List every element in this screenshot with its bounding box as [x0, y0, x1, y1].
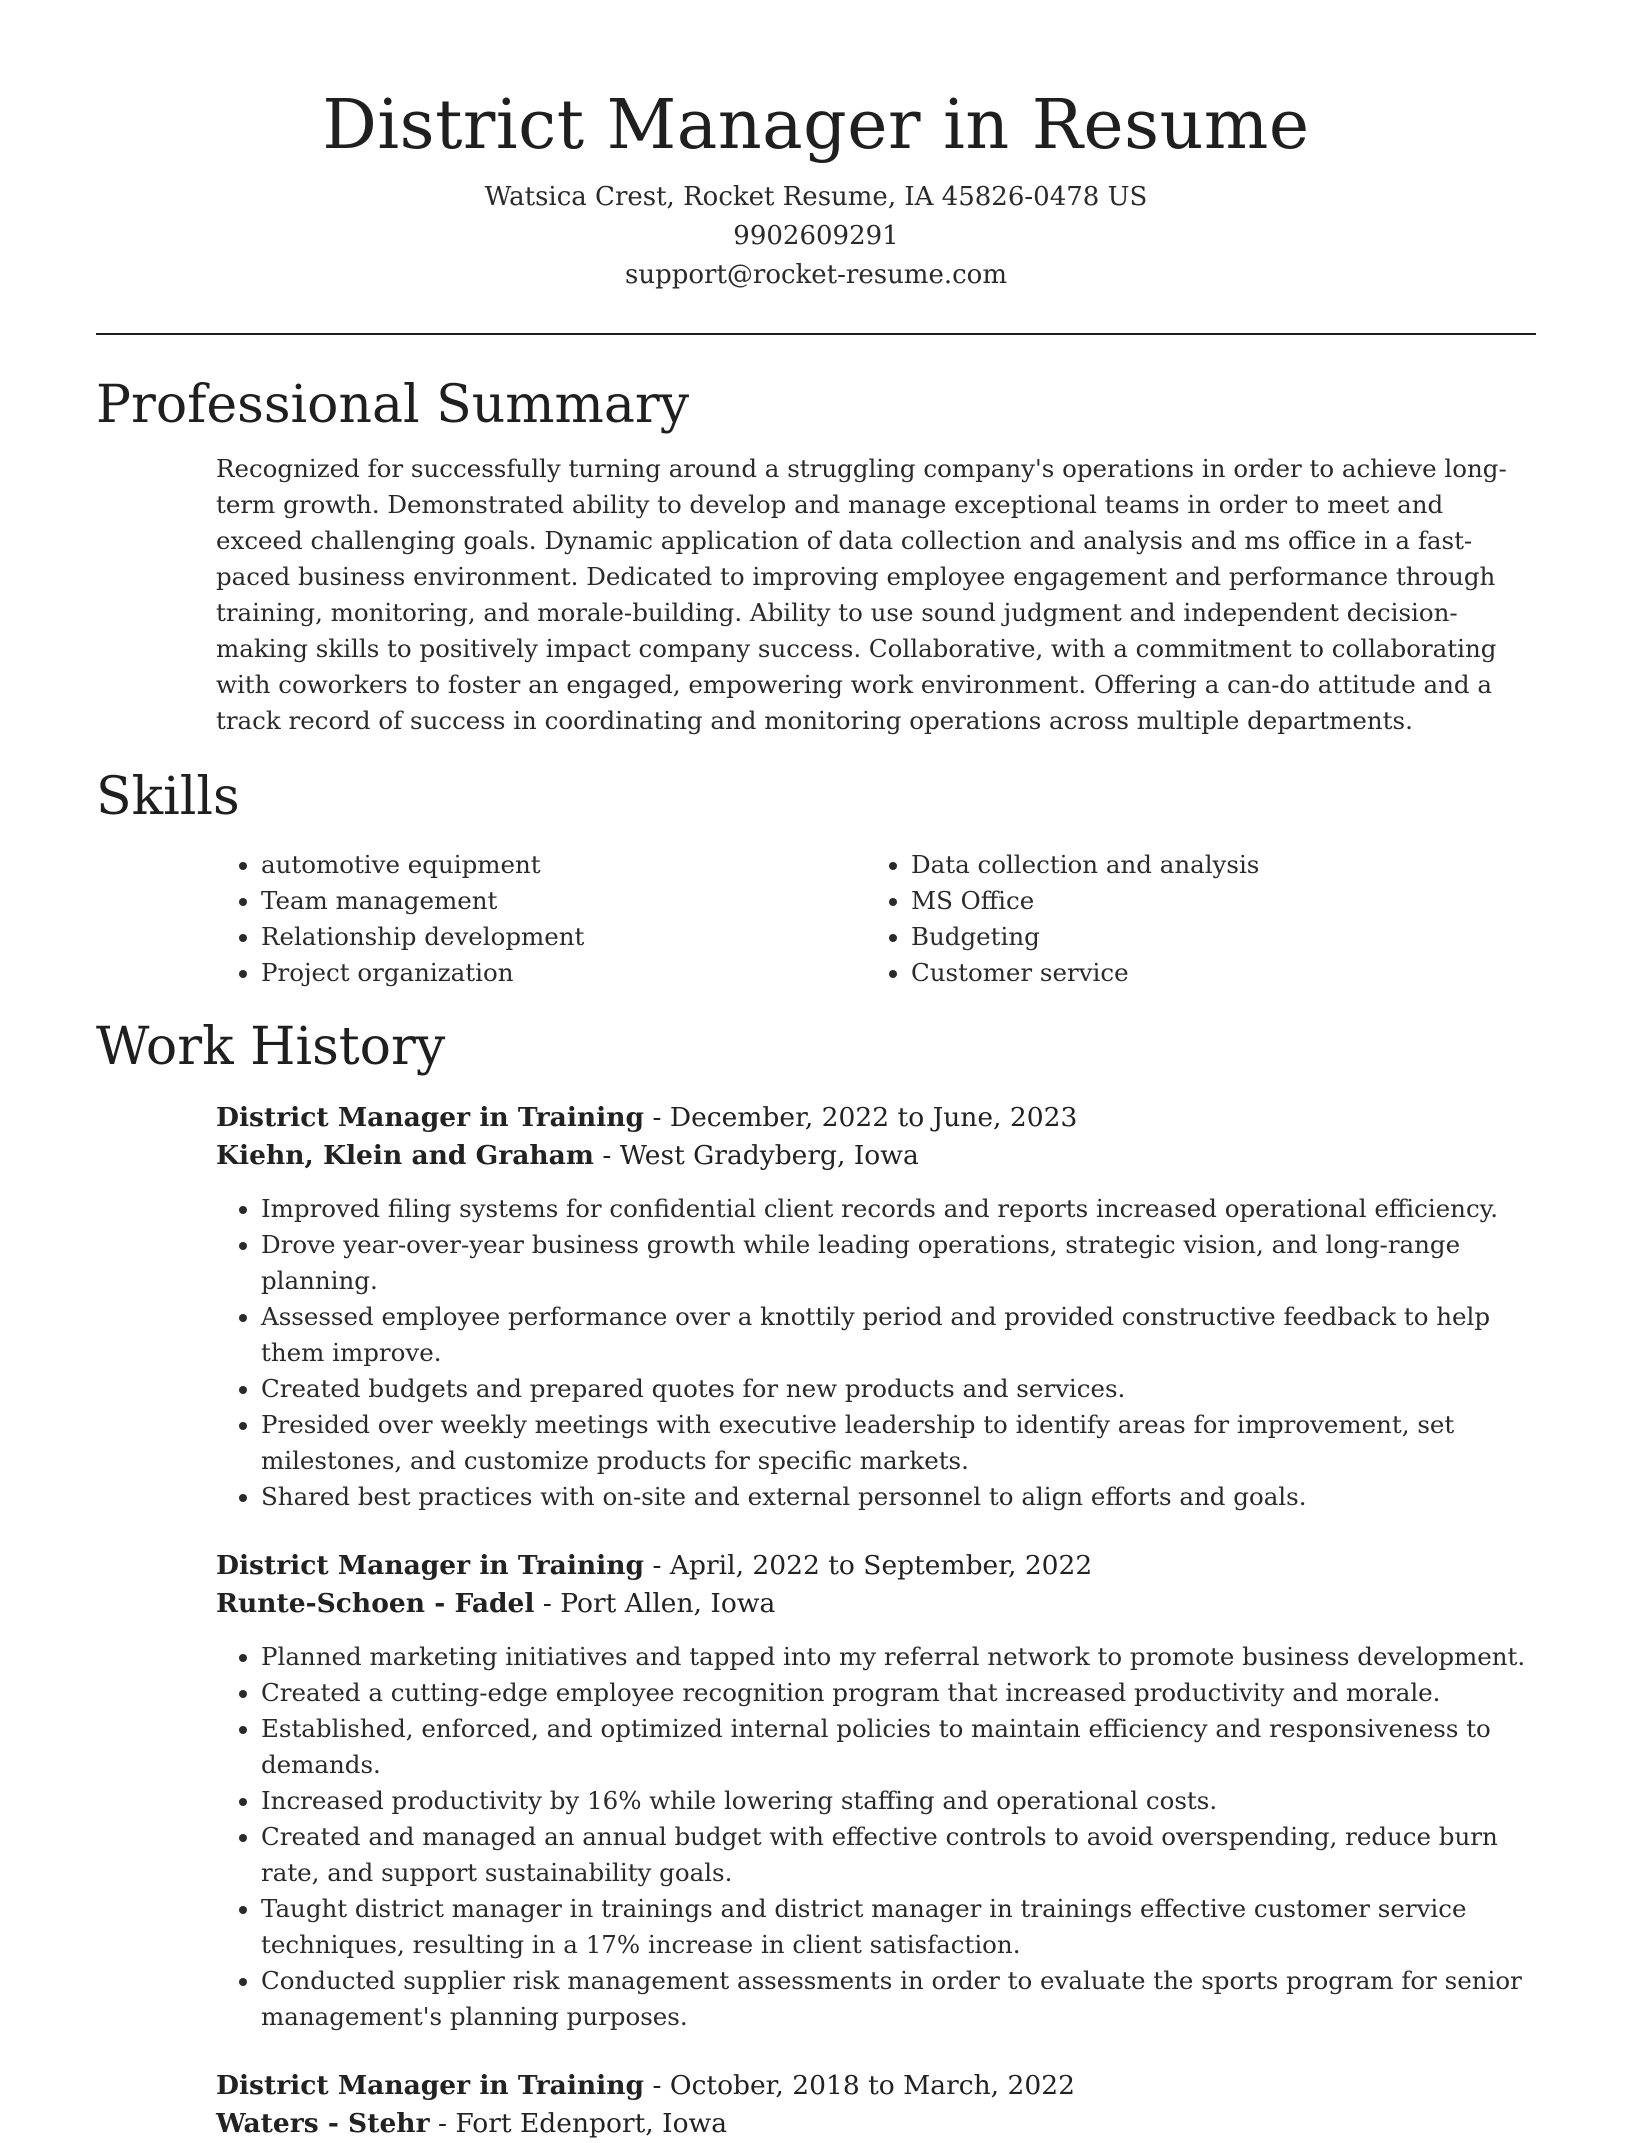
skills-columns [216, 847, 1536, 991]
skills-right-list [866, 847, 1516, 991]
job-company-line [216, 1137, 1536, 1175]
header-divider [96, 333, 1536, 335]
skill-item: • Budgeting [911, 919, 1516, 955]
job-entry [96, 1547, 1536, 2035]
job-bullets [216, 1191, 1536, 1515]
job-bullet: • Created budgets and prepared quotes for new products and services. [261, 1371, 1536, 1407]
resume-page [96, 0, 1536, 2143]
job-location: - Fort Edenport, Iowa [429, 2108, 728, 2139]
skill-item: • Project organization [261, 955, 866, 991]
job-title-line [216, 2067, 1536, 2105]
job-bullet: • Presided over weekly meetings with executive leadership to identify areas for improvement, set milestones, and customize products for specific markets. [261, 1407, 1536, 1479]
job-title-line [216, 1547, 1536, 1585]
job-dates: - April, 2022 to September, 2022 [644, 1550, 1093, 1581]
contact-info [96, 178, 1536, 295]
job-bullet: • Planned marketing initiatives and tapped into my referral network to promote business development. [261, 1639, 1536, 1675]
contact-address: Watsica Crest, Rocket Resume, IA 45826-0478 US [484, 182, 1148, 212]
job-bullet: • Created and managed an annual budget with effective controls to avoid overspending, reduce burn rate, and support sustainability goals. [261, 1819, 1536, 1891]
job-role: District Manager in Training [216, 2070, 645, 2101]
job-role: District Manager in Training [216, 1550, 645, 1581]
skill-item: • automotive equipment [261, 847, 866, 883]
skill-item: • Data collection and analysis [911, 847, 1516, 883]
work-history-heading: Work History [96, 1017, 446, 1077]
job-dates: - October, 2018 to March, 2022 [644, 2070, 1075, 2101]
job-company: Waters - Stehr [216, 2108, 430, 2139]
job-bullets [216, 1639, 1536, 2035]
job-bullet: • Increased productivity by 16% while lowering staffing and operational costs. [261, 1783, 1536, 1819]
job-company: Kiehn, Klein and Graham [216, 1140, 594, 1171]
contact-phone: 9902609291 [733, 221, 899, 251]
job-title-line [216, 1099, 1536, 1137]
skill-item: • MS Office [911, 883, 1516, 919]
job-dates: - December, 2022 to June, 2023 [644, 1102, 1078, 1133]
skill-item: • Relationship development [261, 919, 866, 955]
job-bullet: • Established, enforced, and optimized internal policies to maintain efficiency and responsiveness to demands. [261, 1711, 1536, 1783]
job-company: Runte-Schoen - Fadel [216, 1588, 535, 1619]
skills-heading: Skills [96, 767, 240, 827]
skill-item: • Customer service [911, 955, 1516, 991]
job-location: - Port Allen, Iowa [534, 1588, 776, 1619]
skill-item: • Team management [261, 883, 866, 919]
resume-header [96, 0, 1536, 295]
job-bullet: • Assessed employee performance over a knottily period and provided constructive feedback to help them improve. [261, 1299, 1536, 1371]
skills-left-list [216, 847, 866, 991]
job-company-line [216, 1585, 1536, 1623]
summary-heading: Professional Summary [96, 375, 690, 435]
skills-section [96, 765, 1536, 991]
job-bullet: • Shared best practices with on-site and external personnel to align efforts and goals. [261, 1479, 1536, 1515]
work-history-section [96, 1015, 1536, 2143]
job-location: - West Gradyberg, Iowa [593, 1140, 919, 1171]
job-bullet: • Taught district manager in trainings and district manager in trainings effective customer service techniques, resulting in a 17% increase in client satisfaction. [261, 1891, 1536, 1963]
job-entry [96, 2067, 1536, 2143]
job-bullet: • Drove year-over-year business growth while leading operations, strategic vision, and long-range planning. [261, 1227, 1536, 1299]
resume-name: District Manager in Resume [322, 86, 1310, 165]
summary-section [96, 373, 1536, 739]
job-role: District Manager in Training [216, 1102, 645, 1133]
job-entry [96, 1099, 1536, 1515]
job-bullet: • Improved filing systems for confidential client records and reports increased operational efficiency. [261, 1191, 1536, 1227]
job-bullet: • Conducted supplier risk management assessments in order to evaluate the sports program for senior management's planning purposes. [261, 1963, 1536, 2035]
job-bullet: • Created a cutting-edge employee recognition program that increased productivity and morale. [261, 1675, 1536, 1711]
job-company-line [216, 2105, 1536, 2143]
summary-text: Recognized for successfully turning around a struggling company's operations in order to achieve long-term growth. Demonstrated ability to develop and manage exceptional teams in order to meet and exceed challenging goals. Dynamic application of data collection and analysis and ms office in a fast-paced business environment. Dedicated to improving employee engagement and performance through training, monitoring, and morale-building. Ability to use sound judgment and independent decision-making skills to positively impact company success. Collaborative, with a commitment to collaborating with coworkers to foster an engaged, empowering work environment. Offering a can-do attitude and a track record of success in coordinating and monitoring operations across multiple departments. [216, 454, 1507, 735]
contact-email: support@rocket-resume.com [624, 260, 1007, 290]
